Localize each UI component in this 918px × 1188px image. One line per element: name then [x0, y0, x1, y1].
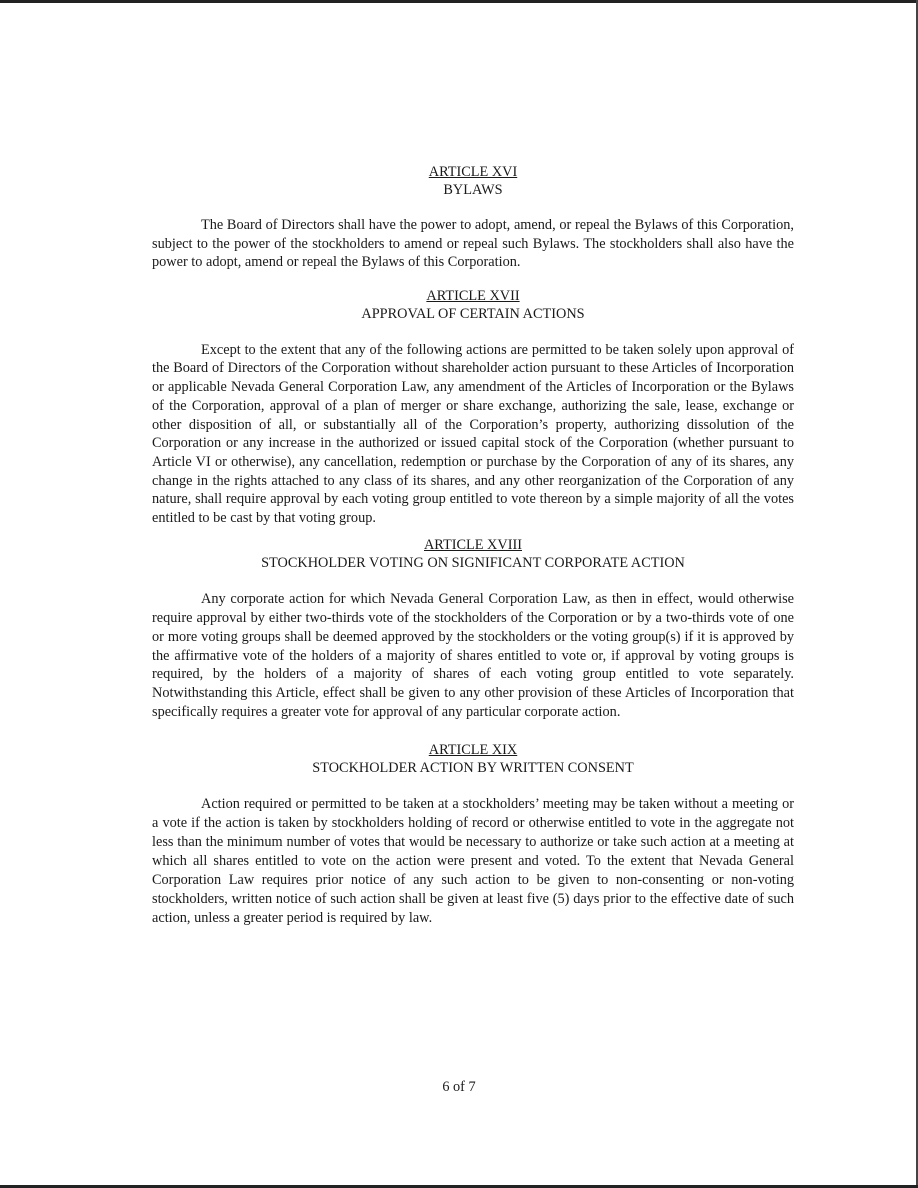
article-body: Action required or permitted to be taken at a stockholders’ meeting may be taken without a meeting or a vote if the action is taken by stockholders holding of record or otherwise entitled to vote in the aggregate not less than the minimum number of votes that would be necessary to authorize or take such action at a meeting at which all shares entitled to vote on the action were present and voted. To the extent that Nevada General Corporation Law requires prior notice of any such action to be given to non-consenting or non-voting stockholders, written notice of such action shall be given at least five (5) days prior to the effective date of such action, unless a greater period is required by law.: [152, 796, 794, 926]
article-xvi: [152, 163, 794, 272]
article-body: Any corporate action for which Nevada General Corporation Law, as then in effect, would otherwise require approval by either two-thirds vote of the stockholders of the Corporation or by a two-thirds vote of one or more voting groups shall be deemed approved by the stockholders or the voting group(s) if it is approved by the affirmative vote of the holders of a majority of shares entitled to vote or, if approval by voting groups is required, by the holders of a majority of shares of each voting group entitled to vote separately. Notwithstanding this Article, effect shall be given to any other provision of these Articles of Incorporation that specifically requires a greater vote for approval of any particular corporate action.: [152, 590, 794, 721]
article-xvii: [152, 287, 794, 528]
article-title: STOCKHOLDER VOTING ON SIGNIFICANT CORPORATE ACTION: [261, 554, 685, 571]
article-number: ARTICLE XIX: [428, 742, 518, 759]
article-xviii: [152, 536, 794, 722]
article-title: APPROVAL OF CERTAIN ACTIONS: [361, 305, 585, 322]
article-body: Except to the extent that any of the following actions are permitted to be taken solely upon approval of the Board of Directors of the Corporation without shareholder action pursuant to these Articles of Incorporation or applicable Nevada General Corporation Law, any amendment of the Articles of Incorporation or the Bylaws of the Corporation, approval of a plan of merger or share exchange, authorizing the sale, lease, exchange or other disposition of all, or substantially all of the Corporation’s property, authorizing dissolution of the Corporation or any increase in the authorized or issued capital stock of the Corporation (whether pursuant to Article VI or otherwise), any cancellation, redemption or purchase by the Corporation of any of its shares, any change in the rights attached to any class of its shares, and any other reorganization of the Corporation of any nature, shall require approval by each voting group entitled to vote thereon by a simple majority of all the votes entitled to be cast by that voting group.: [152, 341, 794, 527]
article-number: ARTICLE XVIII: [423, 536, 522, 553]
scan-edge-top: [0, 0, 918, 3]
document-page: [152, 163, 794, 928]
article-xix: [152, 741, 794, 927]
page-number: 6 of 7: [442, 1079, 476, 1095]
article-title: STOCKHOLDER ACTION BY WRITTEN CONSENT: [312, 760, 634, 777]
article-title: BYLAWS: [443, 182, 503, 198]
article-body: The Board of Directors shall have the power to adopt, amend, or repeal the Bylaws of this Corporation, subject to the power of the stockholders to amend or repeal such Bylaws. The stockholders shall also have the power to adopt, amend or repeal the Bylaws of this Corporation.: [152, 217, 794, 271]
article-number: ARTICLE XVII: [426, 287, 520, 304]
article-number: ARTICLE XVI: [428, 164, 518, 180]
